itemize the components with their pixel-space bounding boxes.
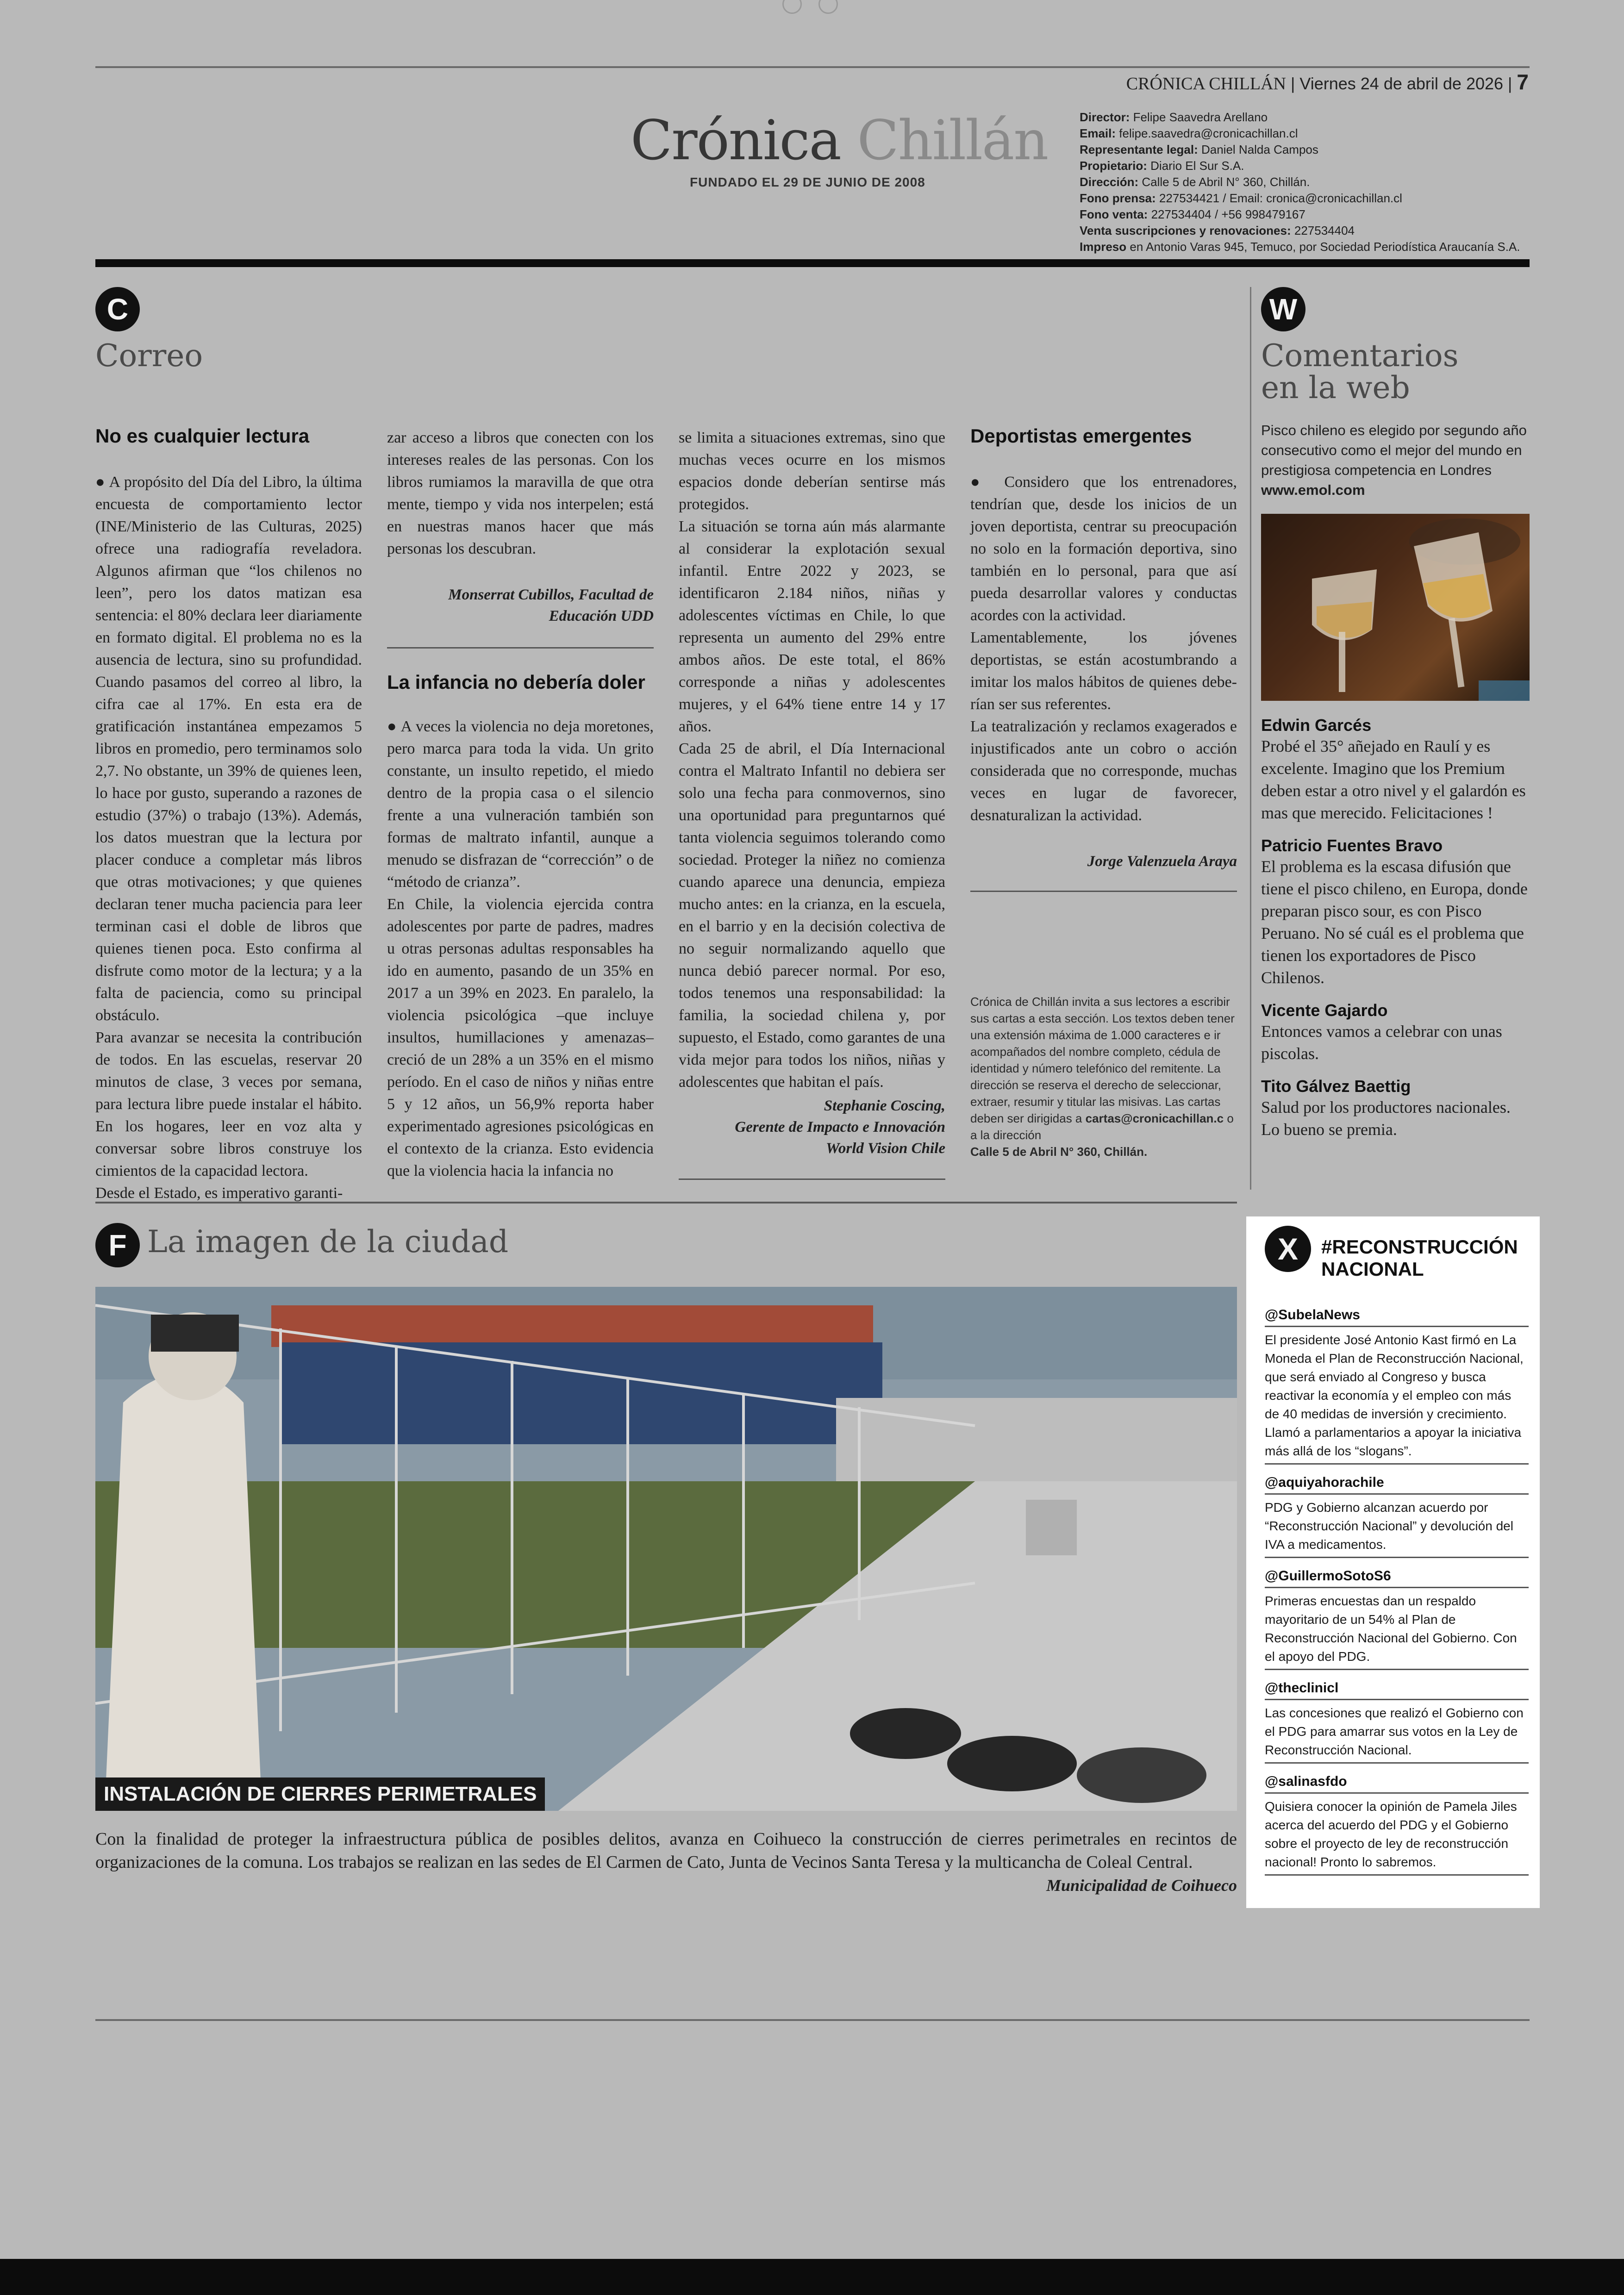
notice-mid: o a la dirección bbox=[970, 1111, 1234, 1142]
x-post-text: El presidente José Antonio Kast firmó en La Moneda el Plan de Reconstrucción Nacional, que será enviado al Congreso y busca reactivar la economía y el empleo con más de 40 medidas de inversión y crecimiento. Llamó a parlamentarios a apoyar la iniciativa más allá de los “slogans”. bbox=[1265, 1333, 1524, 1458]
masthead-title bbox=[631, 108, 1048, 172]
letter-body: ● A propósito del Día del Libro, la última encuesta de comportamiento lector (INE/Ministerio de las Culturas, 2025) ofrece una radiografía reveladora. Algunos afirman que “los chilenos no leen”, pero los datos matizan esa sentencia: el 80% declara leer diariamente en formato digital. El problema no es la ausencia de lectura, sino su profundidad. Cuando pasamos del correo al libro, la cifra cae al 17%. En esta era de gratificación instantánea empezamos 5 libros en promedio, pero terminamos solo 2,7. No obstante, un 39% de quienes leen, lo hace por gusto, superando a razones de estudio (37%) o trabajo (13%). Además, los datos muestran que la lectura por placer conduce a completar más libros que otras motivaciones; y que quienes declaran tener mucha paciencia para leer terminan casi el doble de libros que quienes tienen poca. Esto confirma al disfrute como motor de la lectura; y a la falta de paciencia, como su principal obstáculo. Para avanzar se necesita la contribución de todos. En las escuelas, reservar 20 minutos de clase, 3 veces por semana, para lectura libre puede instalar el hábito. En los hogares, leer en voz alta y conversar sobre libros construye los cimientos de la capacidad lectora. Desde el Estado, es imperativo garanti- bbox=[95, 474, 362, 1202]
letter-signature: Stephanie Coscing, Gerente de Impacto e Innovación World Vision Chile bbox=[735, 1098, 945, 1157]
comment-text: El problema es la escasa difusión que tiene el pisco chileno, en Europa, donde preparan pisco sour, es con Pisco Peruano. No sé cuál es el problema que tienen los exportadores de Pisco Chilenos. bbox=[1261, 857, 1528, 987]
correo-web-divider bbox=[1250, 287, 1251, 1190]
letter-body: zar acceso a libros que conecten con los intereses reales de las personas. Con los libros rumiamos la maravilla de que otra mente, tiempo y vida nos interpelen; está en nuestras manos hacer que más personas los descubran. bbox=[387, 429, 654, 557]
x-post bbox=[1265, 1301, 1529, 1465]
running-head-separator: | bbox=[1291, 74, 1300, 93]
running-head-date: Viernes 24 de abril de 2026 bbox=[1299, 74, 1504, 93]
comment-text: Probé el 35° añejado en Raulí y es excelente. Imagino que los Premium deben estar a otro nivel y el galardón es mas que merecido. Felicitaciones ! bbox=[1261, 737, 1526, 822]
x-handle[interactable]: @salinasfdo bbox=[1265, 1774, 1347, 1789]
comment-author: Tito Gálvez Baettig bbox=[1261, 1077, 1411, 1096]
web-intro bbox=[1261, 420, 1530, 500]
web-title-line1: Comentarios bbox=[1261, 338, 1459, 374]
bottom-rule bbox=[95, 2019, 1530, 2021]
x-handle[interactable]: @GuillermoSotoS6 bbox=[1265, 1568, 1391, 1584]
x-divider bbox=[1265, 1463, 1529, 1465]
x-post bbox=[1265, 1674, 1529, 1764]
column-divider bbox=[679, 1179, 945, 1180]
x-post-text: Las concesiones que realizó el Gobierno con el PDG para amarrar sus votos en la Ley de Reconstrucción Nacional. bbox=[1265, 1706, 1524, 1757]
comment-text: Entonces vamos a celebrar con unas piscolas. bbox=[1261, 1022, 1502, 1063]
x-divider bbox=[1265, 1326, 1529, 1327]
bottom-bar bbox=[0, 2259, 1624, 2295]
comment-text: Salud por los productores nacionales. Lo bueno se premia. bbox=[1261, 1098, 1511, 1139]
comment-author: Edwin Garcés bbox=[1261, 716, 1372, 735]
x-box-title bbox=[1321, 1236, 1518, 1280]
web-title-line2: en la web bbox=[1261, 370, 1410, 406]
comment-author: Patricio Fuentes Bravo bbox=[1261, 836, 1443, 855]
staff-line: Venta suscripciones y renovaciones: 227534404 bbox=[1080, 224, 1355, 237]
masthead-founded: FUNDADO EL 29 DE JUNIO DE 2008 bbox=[690, 175, 925, 189]
web-comment bbox=[1261, 1001, 1530, 1065]
web-intro-text: Pisco chileno es elegido por segundo año consecutivo como el mejor del mundo en prestigiosa competencia en Londres bbox=[1261, 422, 1527, 478]
running-head bbox=[1126, 69, 1529, 94]
staff-line: Dirección: Calle 5 de Abril N° 360, Chillán. bbox=[1080, 175, 1310, 189]
notice-address: Calle 5 de Abril N° 360, Chillán. bbox=[970, 1145, 1148, 1159]
staff-box bbox=[1080, 109, 1533, 255]
staff-line: Impreso en Antonio Varas 945, Temuco, por Sociedad Periodística Araucanía S.A. bbox=[1080, 240, 1520, 254]
x-divider bbox=[1265, 1493, 1529, 1495]
web-comment bbox=[1261, 716, 1530, 824]
correo-title: Correo bbox=[95, 338, 203, 374]
letter-body: ● Considero que los entrenadores, tendrían que, desde los inicios de un joven deportista, centrar su preocupación no solo en la formación deportiva, sino también en lo personal, para que así pueda desarrollar valores y conductas acordes con la actividad. Lamentablemente, los jóvenes deportistas, se están acostumbrando a imitar los malos hábitos de quienes deberían ser sus referentes. La teatralización y reclamos exagerados e injustificados ante un cobro o acción considerada que no corresponde, muchas veces en lugar de favorecer, desnaturalizan la actividad. bbox=[970, 474, 1237, 824]
running-head-paper: CRÓNICA CHILLÁN bbox=[1126, 74, 1286, 94]
staff-line: Director: Felipe Saavedra Arellano bbox=[1080, 110, 1268, 124]
city-photo bbox=[95, 1287, 1237, 1811]
x-posts bbox=[1265, 1301, 1529, 1879]
x-handle[interactable]: @aquiyahorachile bbox=[1265, 1475, 1384, 1490]
notice-text: Crónica de Chillán invita a sus lectores a escribir sus cartas a esta sección. Los textos deben tener una extensión máxima de 1.000 caracteres e ir acompañados del nombre completo, cédula de identidad y número telefónico del remitente. La dirección se reserva el derecho de seleccionar, extraer, resumir y titular las misivas. Las cartas deben ser dirigidas a bbox=[970, 995, 1235, 1125]
x-post bbox=[1265, 1767, 1529, 1876]
x-post bbox=[1265, 1468, 1529, 1558]
masthead-rule bbox=[95, 259, 1530, 267]
section-divider bbox=[95, 1202, 1237, 1204]
x-handle[interactable]: @SubelaNews bbox=[1265, 1307, 1360, 1322]
letter-headline: La infancia no debería doler bbox=[387, 671, 645, 693]
x-post-text: PDG y Gobierno alcanzan acuerdo por “Reconstrucción Nacional” y devolución del IVA a medicamentos. bbox=[1265, 1500, 1513, 1552]
web-comment bbox=[1261, 836, 1530, 989]
staff-line: Representante legal: Daniel Nalda Campos bbox=[1080, 143, 1318, 156]
x-post-text: Primeras encuestas dan un respaldo mayoritario de un 54% al Plan de Reconstrucción Nacional del Gobierno. Con el apoyo del PDG. bbox=[1265, 1594, 1517, 1664]
imagen-title: La imagen de la ciudad bbox=[147, 1224, 509, 1260]
correo-icon: C bbox=[95, 287, 140, 331]
x-divider bbox=[1265, 1699, 1529, 1700]
photo-caption: Con la finalidad de proteger la infraestructura pública de posibles delitos, avanza en Coihueco la construcción de cierres perimetrales en recintos de organizaciones de la comuna. Los trabajos se realizan en las sedes de El Carmen de Cato, Junta de Vecinos Santa Teresa y la multicancha de Coleal Central. bbox=[95, 1829, 1237, 1872]
masthead-word-chillan: Chillán bbox=[857, 108, 1048, 172]
pisco-photo bbox=[1261, 514, 1530, 701]
x-divider bbox=[1265, 1587, 1529, 1588]
letter-signature: Monserrat Cubillos, Facultad de Educación UDD bbox=[448, 586, 654, 624]
web-comment bbox=[1261, 1077, 1530, 1141]
x-logo-icon: X bbox=[1265, 1226, 1311, 1272]
web-intro-link[interactable]: www.emol.com bbox=[1261, 482, 1365, 498]
x-divider bbox=[1265, 1669, 1529, 1670]
page-number: 7 bbox=[1517, 70, 1529, 94]
letter-headline: No es cualquier lectura bbox=[95, 425, 310, 447]
prev-page-icon[interactable] bbox=[782, 0, 802, 14]
web-icon: W bbox=[1261, 287, 1305, 331]
x-title-line1: #RECONSTRUCCIÓN bbox=[1321, 1236, 1518, 1258]
letter-body: se limita a situaciones extremas, sino que muchas veces ocurre en los mismos espacios donde deberían sentirse más protegidos. La situación se torna aún más alarmante al considerar la explotación sexual infantil. Entre 2022 y 2023, se identificaron 2.184 niños, niñas y adolescentes víctimas en Chile, lo que representa un aumento del 29% entre ambos años. De este total, el 86% corresponde a niñas y adolescentes mujeres, y el 64% tiene entre 14 y 17 años. Cada 25 de abril, el Día Internacional contra el Maltrato Infantil no debiera ser solo una fecha para conmovernos, sino una oportunidad para preguntarnos qué tanta violencia seguimos tolerando como sociedad. Proteger la niñez no comienza cuando aparece una denuncia, empieza mucho antes: en la crianza, en la escuela, en el barrio y en la decisión colectiva de no seguir normalizando aquello que nunca debió parecer normal. Por eso, todos tenemos una responsabilidad: la familia, la sociedad chilena y, por supuesto, el Estado, como garantes de una vida mejor para todos los niños, niñas y adolescentes que habitan el país. bbox=[679, 429, 945, 1091]
x-post-text: Quisiera conocer la opinión de Pamela Jiles acerca del acuerdo del PDG y el Gobierno sobre el proyecto de ley de reconstrucción nacional! Pronto lo sabremos. bbox=[1265, 1799, 1517, 1869]
x-divider bbox=[1265, 1792, 1529, 1794]
x-handle[interactable]: @theclinicl bbox=[1265, 1680, 1339, 1696]
x-title-line2: NACIONAL bbox=[1321, 1258, 1424, 1280]
letters-notice bbox=[970, 993, 1237, 1160]
column-divider bbox=[387, 647, 654, 649]
top-rule bbox=[95, 66, 1530, 68]
next-page-icon[interactable] bbox=[818, 0, 838, 14]
pisco-glasses-illustration bbox=[1261, 514, 1530, 701]
x-trending-box bbox=[1246, 1216, 1540, 1908]
x-post bbox=[1265, 1562, 1529, 1670]
web-title bbox=[1261, 340, 1459, 404]
staff-line: Propietario: Diario El Sur S.A. bbox=[1080, 159, 1244, 173]
fence-construction-scene bbox=[95, 1287, 1237, 1811]
page-nav-dots bbox=[782, 0, 847, 14]
x-divider bbox=[1265, 1557, 1529, 1558]
x-divider bbox=[1265, 1762, 1529, 1764]
photo-credit: Municipalidad de Coihueco bbox=[1046, 1876, 1237, 1895]
web-comments bbox=[1261, 706, 1530, 1141]
imagen-icon: F bbox=[95, 1223, 140, 1267]
staff-line: Fono venta: 227534404 / +56 998479167 bbox=[1080, 207, 1305, 221]
letter-headline: Deportistas emergentes bbox=[970, 425, 1192, 447]
letter-body: ● A veces la violencia no deja moretones, pero marca para toda la vida. Un grito constante, un insulto repetido, el miedo dentro de la propia casa o el silencio frente a una vulneración también son formas de maltrato infantil, aunque a menudo se disfrazan de “corrección” o de “método de crianza”. En Chile, la violencia ejercida contra adolescentes por parte de padres, madres u otras personas adultas responsables ha ido en aumento, pasando de un 35% en 2017 a un 39% en 2023. En paralelo, la violencia psicológica –que incluye insultos, humillaciones y amenazas– creció de un 28% a un 35% en el mismo período. En el caso de niños y niñas entre 5 y 12 años, un 56,9% reporta haber experimentado agresiones psicológicas en el contexto de la crianza. Esto evidencia que la violencia hacia la infancia no bbox=[387, 718, 654, 1179]
running-head-separator: | bbox=[1508, 74, 1517, 93]
staff-line: Email: felipe.saavedra@cronicachillan.cl bbox=[1080, 126, 1298, 140]
masthead-word-cronica: Crónica bbox=[631, 108, 841, 172]
comment-author: Vicente Gajardo bbox=[1261, 1001, 1388, 1020]
staff-line: Fono prensa: 227534421 / Email: cronica@cronicachillan.cl bbox=[1080, 191, 1402, 205]
notice-email[interactable]: cartas@cronicachillan.c bbox=[1085, 1111, 1224, 1125]
letter-signature: Jorge Valenzuela Araya bbox=[1087, 853, 1237, 870]
x-divider bbox=[1265, 1874, 1529, 1876]
column-divider bbox=[970, 891, 1237, 892]
photo-label: INSTALACIÓN DE CIERRES PERIMETRALES bbox=[95, 1777, 545, 1811]
